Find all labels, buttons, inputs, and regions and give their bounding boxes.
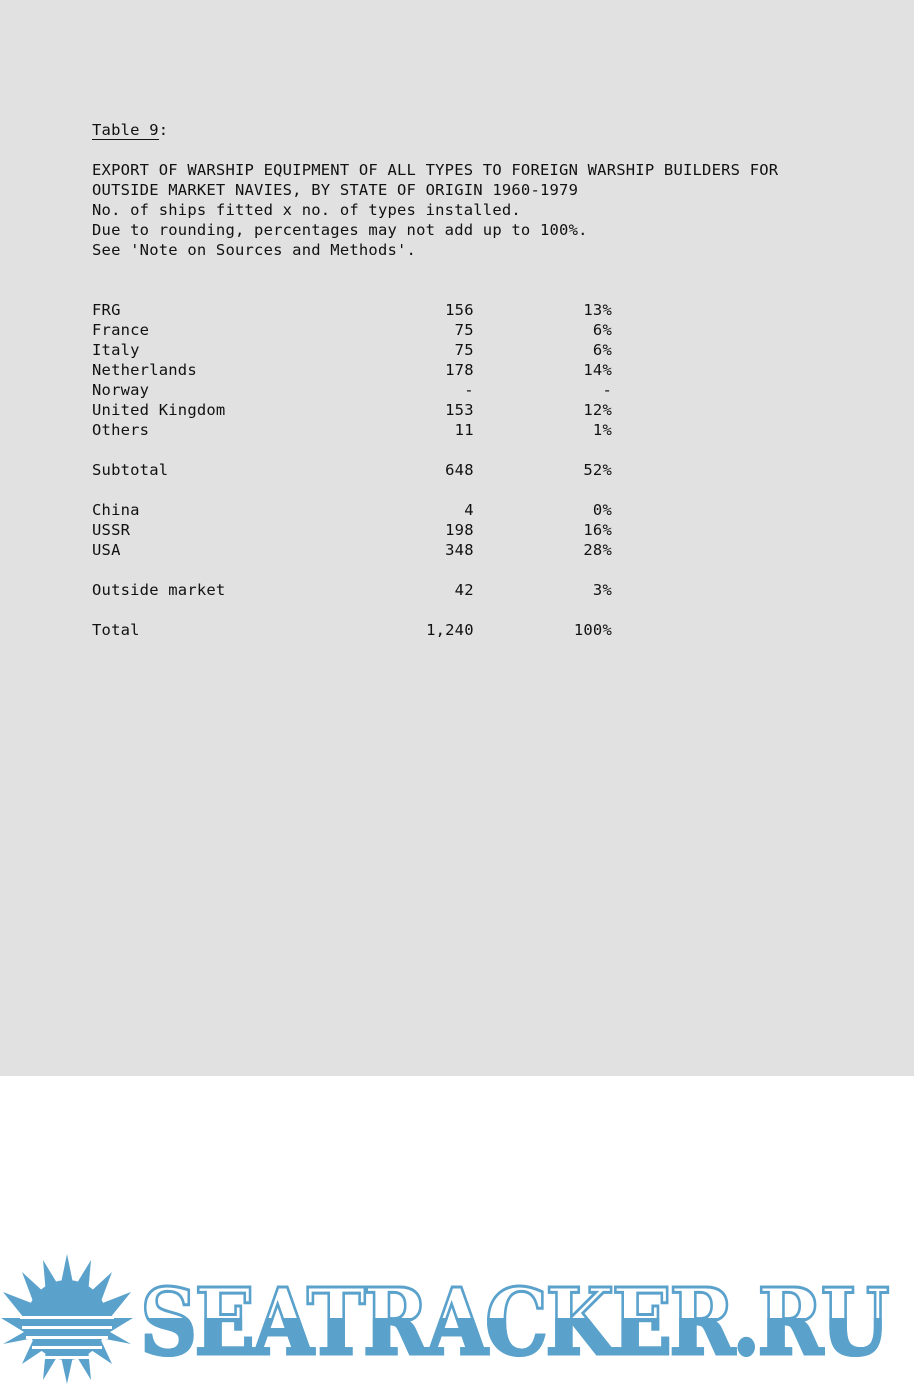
title-line: OUTSIDE MARKET NAVIES, BY STATE OF ORIGIN 1960-1979 xyxy=(92,181,579,199)
table-title-block xyxy=(92,160,852,260)
table-label-colon: : xyxy=(158,121,169,139)
table-row xyxy=(92,320,612,340)
row-percent: 52% xyxy=(583,461,612,479)
row-percent: 6% xyxy=(592,341,612,359)
sun-icon xyxy=(1,1254,133,1384)
table-label: Table 9 xyxy=(92,121,159,139)
row-name: Total xyxy=(92,621,140,639)
table-spacer xyxy=(92,600,612,620)
row-value: 156 xyxy=(445,301,474,319)
note-line: Due to rounding, percentages may not add up to 100%. xyxy=(92,221,588,239)
note-line: See 'Note on Sources and Methods'. xyxy=(92,241,417,259)
table-label-line xyxy=(92,120,852,140)
row-name: Outside market xyxy=(92,581,226,599)
table-row xyxy=(92,420,612,440)
table-row xyxy=(92,300,612,320)
table-spacer xyxy=(92,480,612,500)
row-percent: 16% xyxy=(583,521,612,539)
table-row xyxy=(92,380,612,400)
row-percent: 13% xyxy=(583,301,612,319)
table-row xyxy=(92,360,612,380)
row-value: 42 xyxy=(454,581,474,599)
row-name: USA xyxy=(92,541,121,559)
subtotal-row xyxy=(92,460,612,480)
row-name: United Kingdom xyxy=(92,401,226,419)
row-value: 75 xyxy=(454,341,474,359)
row-value: 178 xyxy=(445,361,474,379)
row-value: 348 xyxy=(445,541,474,559)
row-name: Others xyxy=(92,421,150,439)
note-line: No. of ships fitted x no. of types installed. xyxy=(92,201,521,219)
row-percent: 1% xyxy=(592,421,612,439)
row-name: FRG xyxy=(92,301,121,319)
watermark-text: SEATRACKER.RU xyxy=(140,1268,888,1376)
row-value: 75 xyxy=(454,321,474,339)
row-percent: 100% xyxy=(573,621,612,639)
row-percent: 6% xyxy=(592,321,612,339)
table-row xyxy=(92,340,612,360)
row-name: Norway xyxy=(92,381,150,399)
row-value: - xyxy=(464,381,474,399)
row-percent: 0% xyxy=(592,501,612,519)
row-value: 153 xyxy=(445,401,474,419)
row-value: 11 xyxy=(454,421,474,439)
row-name: China xyxy=(92,501,140,519)
outside-market-row xyxy=(92,580,612,600)
row-name: Subtotal xyxy=(92,461,169,479)
row-name: France xyxy=(92,321,150,339)
row-name: USSR xyxy=(92,521,131,539)
table-row xyxy=(92,540,612,560)
total-row xyxy=(92,620,612,640)
row-percent: - xyxy=(602,381,612,399)
row-percent: 3% xyxy=(592,581,612,599)
table-row xyxy=(92,400,612,420)
row-value: 1,240 xyxy=(426,621,474,639)
table-spacer xyxy=(92,560,612,580)
export-table xyxy=(92,300,612,640)
document-header xyxy=(92,120,852,260)
table-row xyxy=(92,520,612,540)
row-value: 4 xyxy=(464,501,474,519)
row-name: Italy xyxy=(92,341,140,359)
table-row xyxy=(92,500,612,520)
title-line: EXPORT OF WARSHIP EQUIPMENT OF ALL TYPES TO FOREIGN WARSHIP BUILDERS FOR xyxy=(92,161,779,179)
row-value: 648 xyxy=(445,461,474,479)
row-name: Netherlands xyxy=(92,361,197,379)
row-percent: 12% xyxy=(583,401,612,419)
row-percent: 14% xyxy=(583,361,612,379)
row-percent: 28% xyxy=(583,541,612,559)
row-value: 198 xyxy=(445,521,474,539)
table-spacer xyxy=(92,440,612,460)
